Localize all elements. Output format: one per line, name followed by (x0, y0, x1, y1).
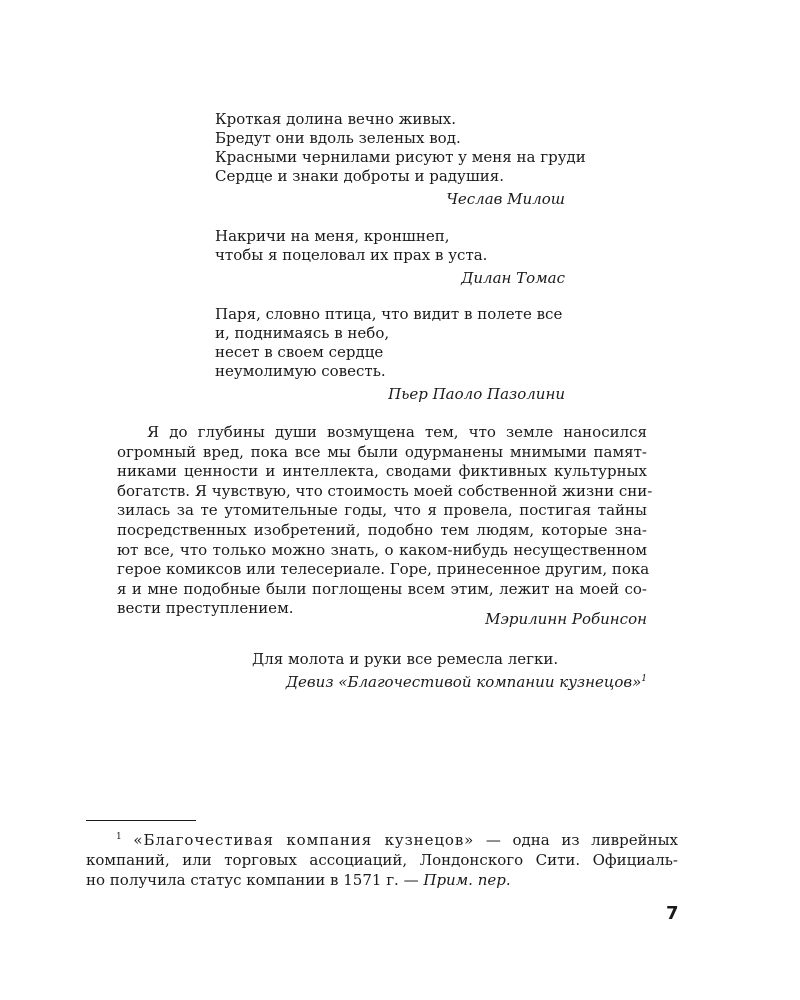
translator-note: Прим. пер. (423, 871, 511, 889)
footnote-text: — одна из ливрейных (474, 831, 678, 849)
epigraph-thomas (215, 227, 565, 288)
prose-line: зилась за те утомительные годы, что я провела, постигая тайны (117, 501, 647, 520)
motto (117, 650, 647, 692)
prose-line: герое комиксов или телесериале. Горе, принесенное другим, пока (117, 560, 650, 579)
footnote-reference[interactable]: 1 (641, 674, 647, 684)
poem-line: Паря, словно птица, что видит в полете все (215, 305, 563, 323)
footnote-line (86, 870, 678, 890)
prose-line: я и мне подобные были поглощены всем этим, лежит на моей со- (117, 579, 647, 598)
poem-line: Бредут они вдоль зеленых вод. (215, 129, 461, 147)
prose-line: вести преступлением. (117, 599, 294, 618)
poem-line: и, поднимаясь в небо, (215, 324, 390, 342)
footnote-line (86, 830, 678, 850)
prose-line: никами ценности и интеллекта, сводами фиктивных культурных (117, 462, 647, 481)
poem-line: несет в своем сердце (215, 343, 384, 361)
epigraph-milosz (215, 110, 586, 209)
epigraph-author: Дилан Томас (461, 269, 565, 287)
motto-line: Для молота и руки все ремесла легки. (252, 650, 559, 668)
footnote-line: компаний, или торговых ассоциаций, Лондонского Сити. Официаль- (86, 851, 678, 869)
motto-attribution-text: Девиз «Благочестивой компании кузнецов» (285, 673, 642, 691)
footnote-marker: 1 (116, 832, 122, 842)
footnote (86, 830, 678, 890)
epigraph-author: Пьер Паоло Пазолини (388, 385, 565, 403)
prose-line: посредственных изобретений, подобно тем людям, которые зна- (117, 520, 647, 539)
poem-line: Красными чернилами рисуют у меня на груди (215, 148, 586, 166)
motto-attribution (117, 673, 647, 692)
poem-line: чтобы я поцеловал их прах в уста. (215, 246, 488, 264)
poem-line: Кроткая долина вечно живых. (215, 110, 457, 128)
poem-line: Сердце и знаки доброты и радушия. (215, 167, 504, 185)
poem-line: неумолимую совесть. (215, 362, 386, 380)
footnote-title: «Благочестивая компания кузнецов» (133, 831, 475, 849)
prose-quote (117, 423, 653, 619)
prose-line: огромный вред, пока все мы были одурманены мнимыми памят- (117, 442, 647, 461)
footnote-divider (86, 820, 196, 821)
page-number: 7 (666, 903, 679, 924)
prose-author: Мэрилинн Робинсон (485, 610, 647, 628)
prose-line: Я до глубины души возмущена тем, что земле наносился (147, 423, 647, 441)
footnote-text: но получила статус компании в 1571 г. — (86, 871, 424, 889)
epigraph-author: Чеслав Милош (446, 190, 565, 208)
poem-line: Накричи на меня, кроншнеп, (215, 227, 450, 245)
prose-line: богатств. Я чувствую, что стоимость моей собственной жизни сни- (117, 481, 653, 500)
epigraph-pasolini (215, 305, 565, 404)
prose-line: ют все, что только можно знать, о каком-нибудь несущественном (117, 540, 647, 559)
